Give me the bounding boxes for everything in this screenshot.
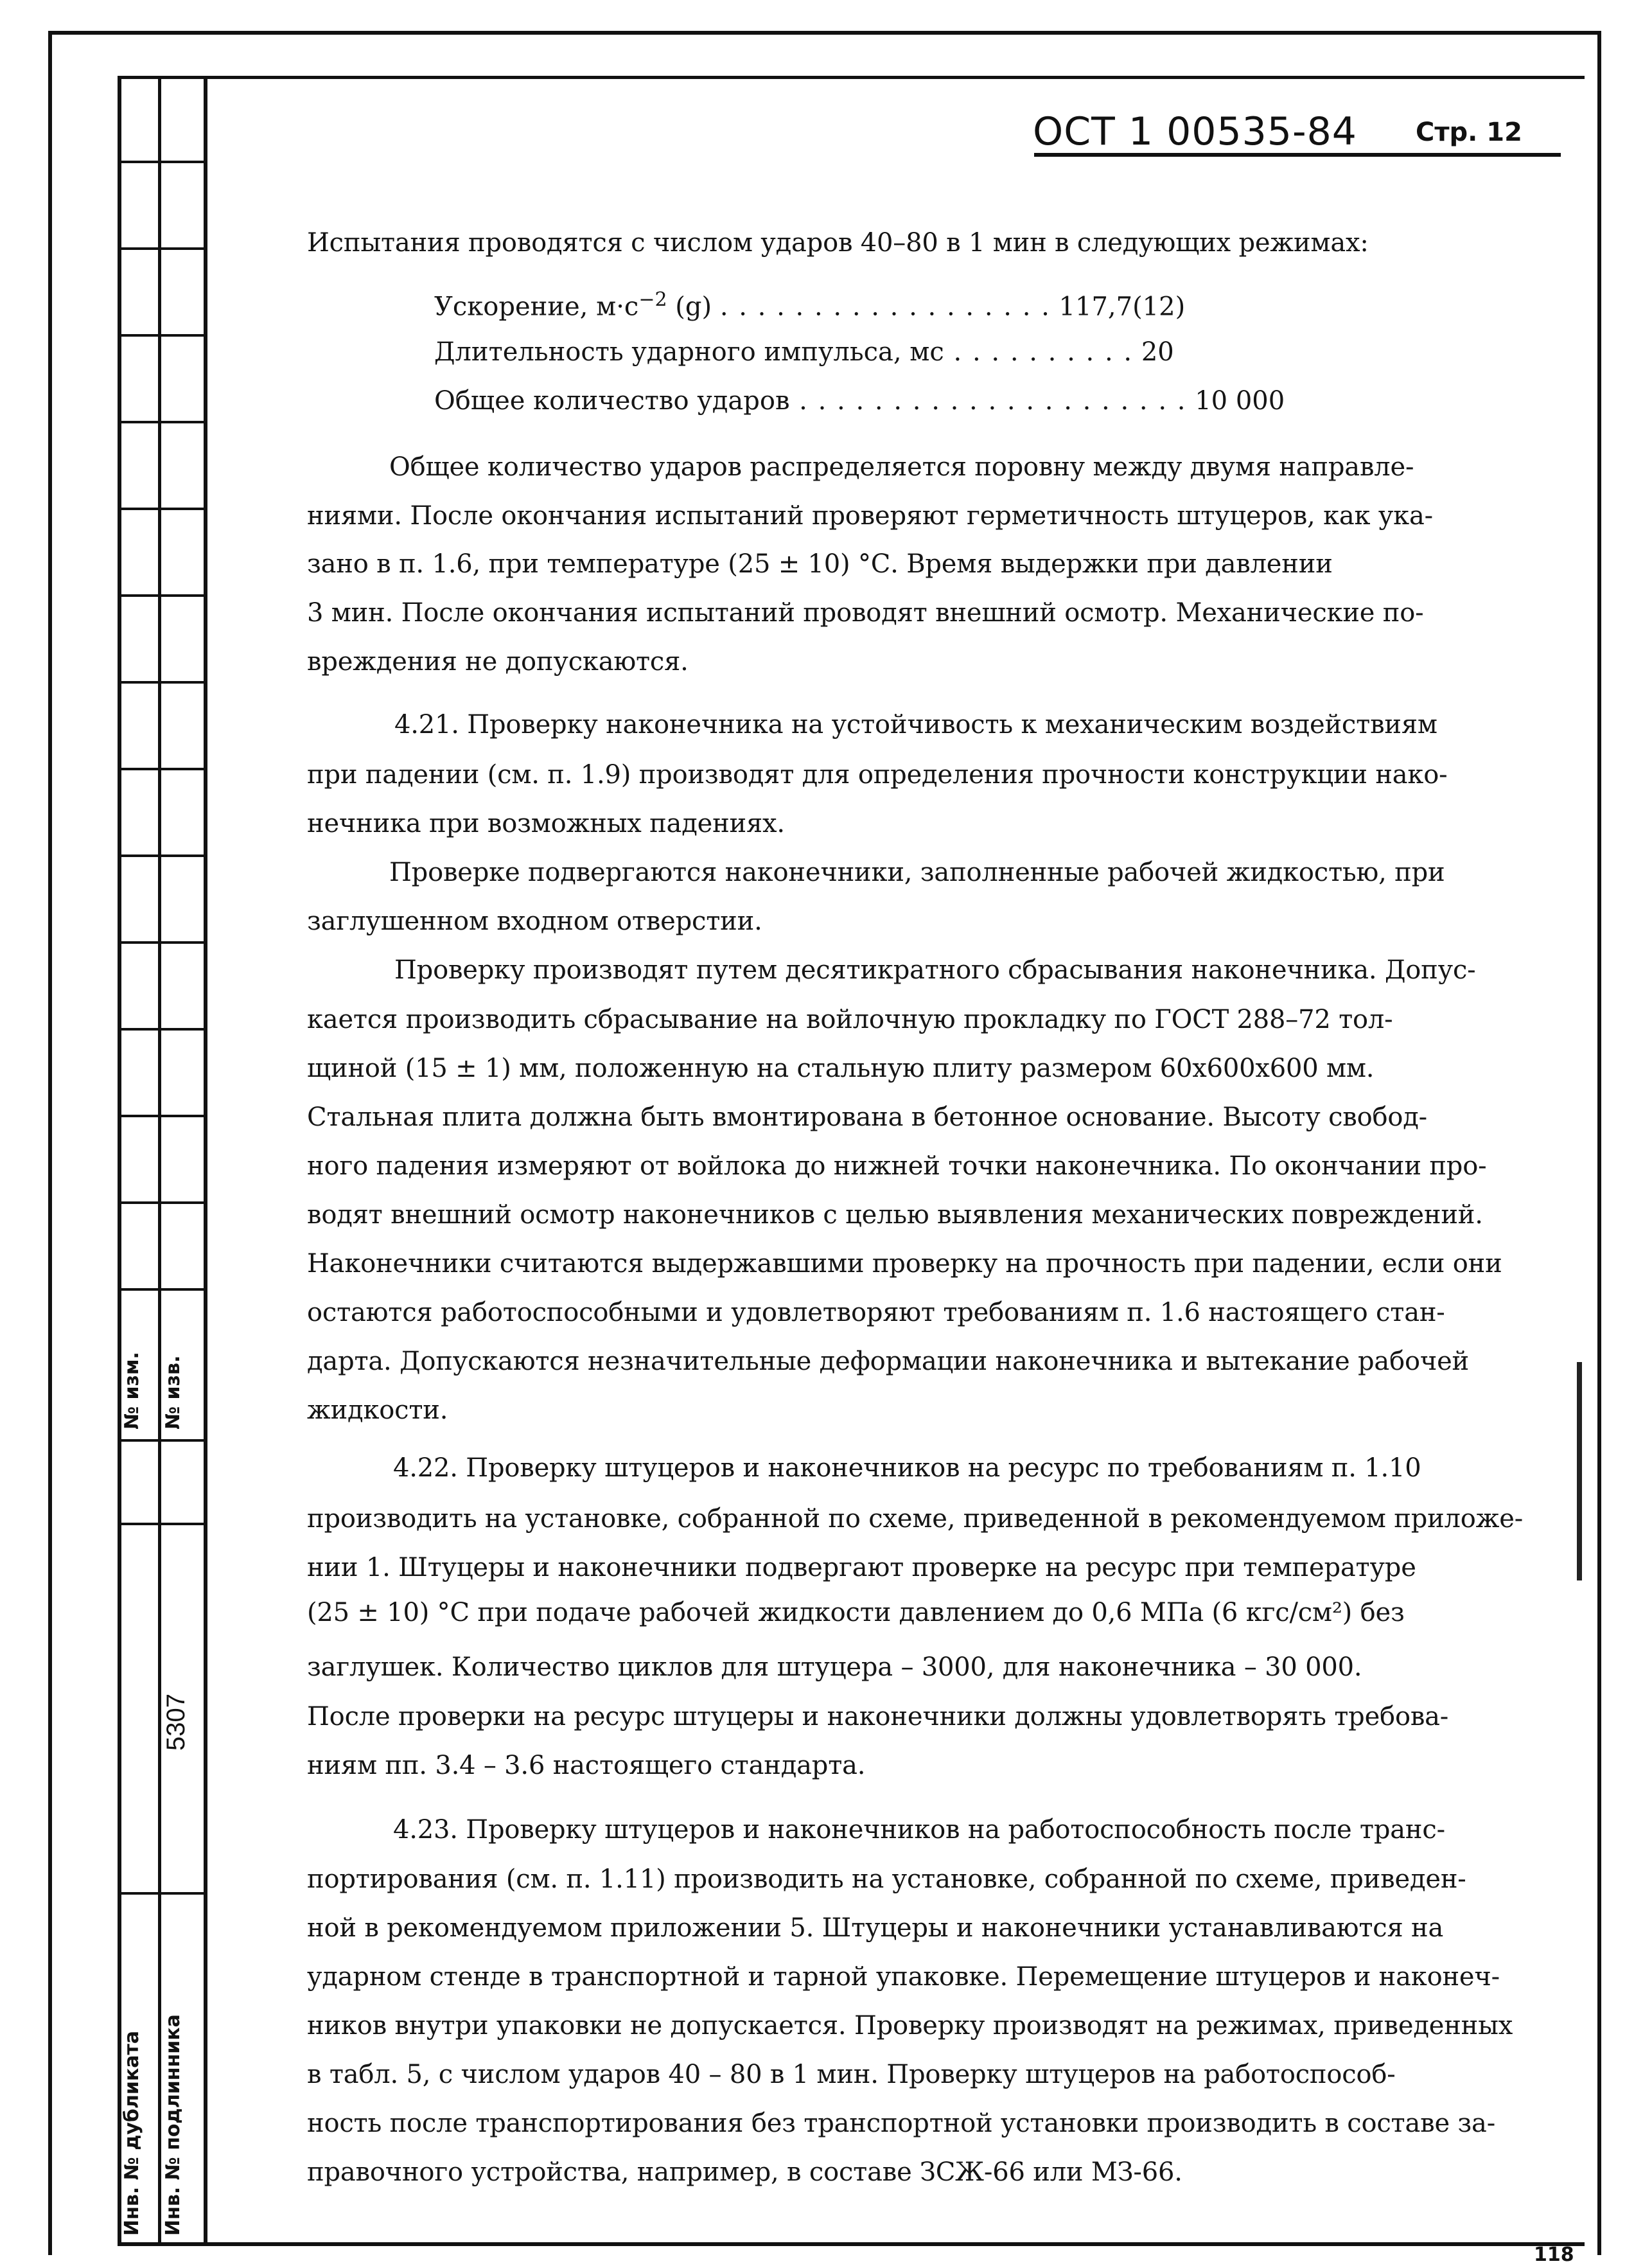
text-line: 4.22. Проверку штуцеров и наконечников на ресурс по требованиям п. 1.10 bbox=[393, 1453, 1421, 1483]
spec-value: 20 bbox=[1133, 337, 1174, 367]
text-line: ность после транспортирования без транспортной установки производить в составе за- bbox=[307, 2109, 1496, 2138]
spec-label: Общее количество ударов bbox=[434, 386, 790, 416]
text-line: Проверку производят путем десятикратного сбрасывания наконечника. Допус- bbox=[394, 955, 1476, 985]
izm-label: № изм. bbox=[121, 1352, 143, 1430]
standard-number: ОСТ 1 00535-84 bbox=[1033, 109, 1357, 154]
strip-line bbox=[118, 681, 204, 684]
spec-dots: . . . . . . . . . . . . . . . . . . . . . bbox=[789, 386, 1187, 416]
spec-unit: (g) bbox=[667, 292, 720, 322]
text-line: заглушек. Количество циклов для штуцера – 3000, для наконечника – 30 000. bbox=[307, 1652, 1362, 1682]
spec-sup: −2 bbox=[638, 288, 667, 311]
spec-label: Длительность ударного импульса, мс bbox=[434, 337, 944, 367]
margin-strip-divider bbox=[158, 76, 161, 2246]
inv-dubl-label: Инв. № дубликата bbox=[121, 2030, 143, 2236]
strip-line bbox=[118, 1288, 204, 1291]
text-line: вреждения не допускаются. bbox=[307, 647, 689, 677]
text-line: (25 ± 10) °С при подаче рабочей жидкости давлением до 0,6 МПа (6 кгс/см²) без bbox=[307, 1598, 1405, 1627]
text-line: Наконечники считаются выдержавшими проверку на прочность при падении, если они bbox=[307, 1249, 1502, 1279]
text-line: портирования (см. п. 1.11) производить на установке, собранной по схеме, приведен- bbox=[307, 1864, 1466, 1894]
spec-row bbox=[434, 288, 1186, 322]
text-line: 4.23. Проверку штуцеров и наконечников на работоспособность после транс- bbox=[393, 1815, 1445, 1845]
text-line: 4.21. Проверку наконечника на устойчивость к механическим воздействиям bbox=[394, 710, 1437, 739]
strip-line bbox=[118, 1115, 204, 1117]
text-line: ной в рекомендуемом приложении 5. Штуцеры и наконечники устанавливаются на bbox=[307, 1913, 1444, 1943]
strip-line bbox=[118, 941, 204, 944]
text-line: в табл. 5, с числом ударов 40 – 80 в 1 мин. Проверку штуцеров на работоспособ- bbox=[307, 2060, 1396, 2089]
text-line: производить на установке, собранной по схеме, приведенной в рекомендуемом приложе- bbox=[307, 1504, 1524, 1534]
spec-dots: . . . . . . . . . . bbox=[944, 337, 1134, 367]
text-line: ников внутри упаковки не допускается. Проверку производят на режимах, приведенных bbox=[307, 2011, 1513, 2040]
page-label: Стр. 12 bbox=[1416, 118, 1522, 147]
strip-line bbox=[118, 768, 204, 770]
strip-line bbox=[118, 1028, 204, 1031]
spec-label: Ускорение, м·с bbox=[434, 292, 639, 322]
text-line: Общее количество ударов распределяется поровну между двумя направле- bbox=[389, 452, 1414, 482]
text-line: жидкости. bbox=[307, 1395, 448, 1425]
text-line: зано в п. 1.6, при температуре (25 ± 10) °С. Время выдержки при давлении bbox=[307, 549, 1333, 579]
text-line: водят внешний осмотр наконечников с целью выявления механических повреждений. bbox=[307, 1200, 1483, 1230]
spec-dots: . . . . . . . . . . . . . . . . . . bbox=[719, 292, 1051, 322]
text-line: кается производить сбрасывание на войлочную прокладку по ГОСТ 288–72 тол- bbox=[307, 1005, 1393, 1034]
header-underline bbox=[1034, 153, 1561, 157]
text-line: заглушенном входном отверстии. bbox=[307, 907, 762, 936]
strip-line bbox=[118, 1892, 204, 1895]
text-line: остаются работоспособными и удовлетворяют требованиям п. 1.6 настоящего стан- bbox=[307, 1298, 1445, 1327]
inv-number: 5307 bbox=[162, 1694, 190, 1751]
text-line: Стальная плита должна быть вмонтирована в бетонное основание. Высоту свобод- bbox=[307, 1102, 1427, 1132]
spec-row bbox=[434, 388, 1285, 414]
text-line: 3 мин. После окончания испытаний проводят внешний осмотр. Механические по- bbox=[307, 598, 1424, 628]
strip-line bbox=[118, 1201, 204, 1204]
text-line: ударном стенде в транспортной и тарной упаковке. Перемещение штуцеров и наконеч- bbox=[307, 1962, 1500, 1992]
intro-line: Испытания проводятся с числом ударов 40–80 в 1 мин в следующих режимах: bbox=[307, 228, 1369, 258]
text-line: нечника при возможных падениях. bbox=[307, 809, 785, 838]
text-line: ного падения измеряют от войлока до нижней точки наконечника. По окончании про- bbox=[307, 1151, 1487, 1181]
strip-line bbox=[118, 161, 204, 163]
text-line: ниям пп. 3.4 – 3.6 настоящего стандарта. bbox=[307, 1751, 866, 1780]
text-line: После проверки на ресурс штуцеры и наконечники должны удовлетворять требова- bbox=[307, 1702, 1449, 1731]
spec-value: 10 000 bbox=[1186, 386, 1285, 416]
strip-line bbox=[118, 1439, 204, 1442]
strip-line bbox=[118, 508, 204, 510]
spec-value: 117,7(12) bbox=[1050, 292, 1186, 322]
text-line: Проверке подвергаются наконечники, заполненные рабочей жидкостью, при bbox=[389, 858, 1445, 887]
text-line: ниями. После окончания испытаний проверяют герметичность штуцеров, как ука- bbox=[307, 501, 1433, 531]
sheet-number: 118 bbox=[1534, 2244, 1574, 2266]
inv-podl-label: Инв. № подлинника bbox=[162, 2014, 184, 2236]
text-line: нии 1. Штуцеры и наконечники подвергают проверке на ресурс при температуре bbox=[307, 1553, 1416, 1582]
strip-line bbox=[118, 247, 204, 250]
strip-line bbox=[118, 334, 204, 337]
spec-row bbox=[434, 339, 1174, 365]
strip-line bbox=[118, 594, 204, 597]
izv-label: № изв. bbox=[162, 1355, 184, 1430]
margin-mark bbox=[1577, 1362, 1582, 1580]
strip-line bbox=[118, 1523, 204, 1525]
text-line: дарта. Допускаются незначительные деформации наконечника и вытекание рабочей bbox=[307, 1347, 1470, 1376]
text-line: при падении (см. п. 1.9) производят для определения прочности конструкции нако- bbox=[307, 760, 1448, 790]
text-line: правочного устройства, например, в составе ЗСЖ-66 или МЗ-66. bbox=[307, 2157, 1182, 2187]
text-line: щиной (15 ± 1) мм, положенную на стальную плиту размером 60х600х600 мм. bbox=[307, 1054, 1375, 1083]
strip-line bbox=[118, 421, 204, 423]
strip-line bbox=[118, 854, 204, 857]
